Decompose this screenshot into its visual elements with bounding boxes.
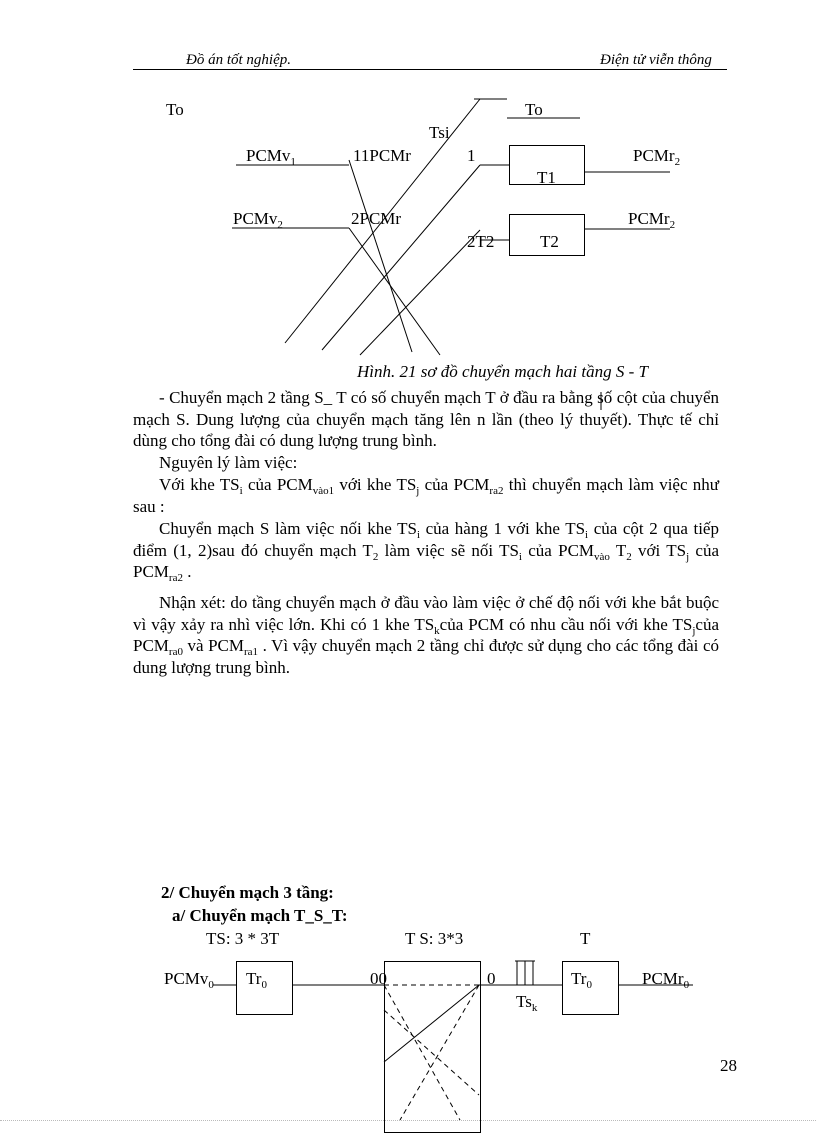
header-left: Đồ án tốt nghiệp. (186, 52, 291, 68)
cross2-label: 2PCMr (351, 209, 402, 228)
figure1-caption: Hình. 21 sơ đồ chuyển mạch hai tầng S - T (357, 362, 648, 381)
two-t2-label: 2T2 (467, 232, 495, 251)
tsi-label: Tsi (429, 123, 450, 142)
t-right-label: T (580, 929, 591, 948)
t2-label: T2 (540, 232, 559, 251)
page-bottom-edge (0, 1120, 816, 1121)
paragraph-4: Chuyển mạch S làm việc nối khe $TS_i$ của hàng 1 với khe $TS_i$ của cột 2 qua tiếp điểm (1, 2)sau đó chuyển mạch $T_2$ làm việc sẽ nối $TS_i$ của $PCM_{vào}$ $T_2$ với $TS_j$ của $PCM_{ra2}$ . (133, 519, 720, 584)
pcmv1-label: PCMv$_1$ (246, 146, 296, 168)
zero-right-label: 0 (487, 969, 496, 988)
to-right-label: To (525, 100, 543, 119)
ts-left-label: TS: 3 * 3T (206, 929, 280, 948)
t1-label: T1 (537, 168, 556, 187)
section-subtitle: a/ Chuyển mạch T_S_T: (172, 906, 348, 925)
header-right: Điện tử viễn thông (600, 52, 712, 68)
pcmr0-label: PCMr$_0$ (642, 969, 690, 991)
s-switch-box (384, 961, 481, 1133)
section-title: 2/ Chuyển mạch 3 tầng: (161, 883, 334, 902)
cross1-label: 11PCMr (353, 146, 411, 165)
to-left-label: To (166, 100, 184, 119)
paragraph-1: - Chuyển mạch 2 tầng S_ T có số chuyển mạch T ở đầu ra bằng số cột của chuyển mạch S. Dung lượng của chuyển mạch tăng lên n lần (theo lý thuyết). Thực tế chỉ dùng cho tổng đài có dung lượng trung bình. (133, 388, 719, 450)
paragraph-2: Nguyên lý làm việc: (159, 453, 298, 472)
ts-mid-label: T S: 3*3 (405, 929, 464, 948)
pcmr-bottom-label: PCMr$_2$ (628, 209, 676, 231)
zero-left-label: 00 (370, 969, 387, 988)
one-label: 1 (467, 146, 476, 165)
tr-right-label: $Tr_0$ (571, 969, 592, 991)
pcmv0-label: PCMv$_0$ (164, 969, 214, 991)
pcmv2-label: PCMv$_2$ (233, 209, 283, 231)
pcmr-top-label: PCMr$_2$ (633, 146, 681, 168)
paragraph-5: Nhận xét: do tầng chuyển mạch ở đầu vào làm việc ở chế độ nối với khe bắt buộc vì vậy xảy ra nhì việc lớn. Khi có 1 khe $TS_kcủa$ PCM có nhu cầu nối với khe $TS_jcủa$ $PCM_{ra0}$ và $PCM_{ra1}$ . Vì vậy chuyển mạch 2 tầng chỉ được sử dụng cho các tổng đài có dung lượng trung bình. (133, 593, 719, 677)
paragraph-3: Với khe $TS_i$ của $PCM_{vào1}$ với khe $TS_j$ của $PCM_{ra2}$ thì chuyển mạch làm việc như sau : (133, 475, 720, 516)
tsk-label: $Ts_k$ (516, 992, 538, 1014)
page-number: 28 (720, 1056, 737, 1075)
tr-left-label: $Tr_0$ (246, 969, 267, 991)
